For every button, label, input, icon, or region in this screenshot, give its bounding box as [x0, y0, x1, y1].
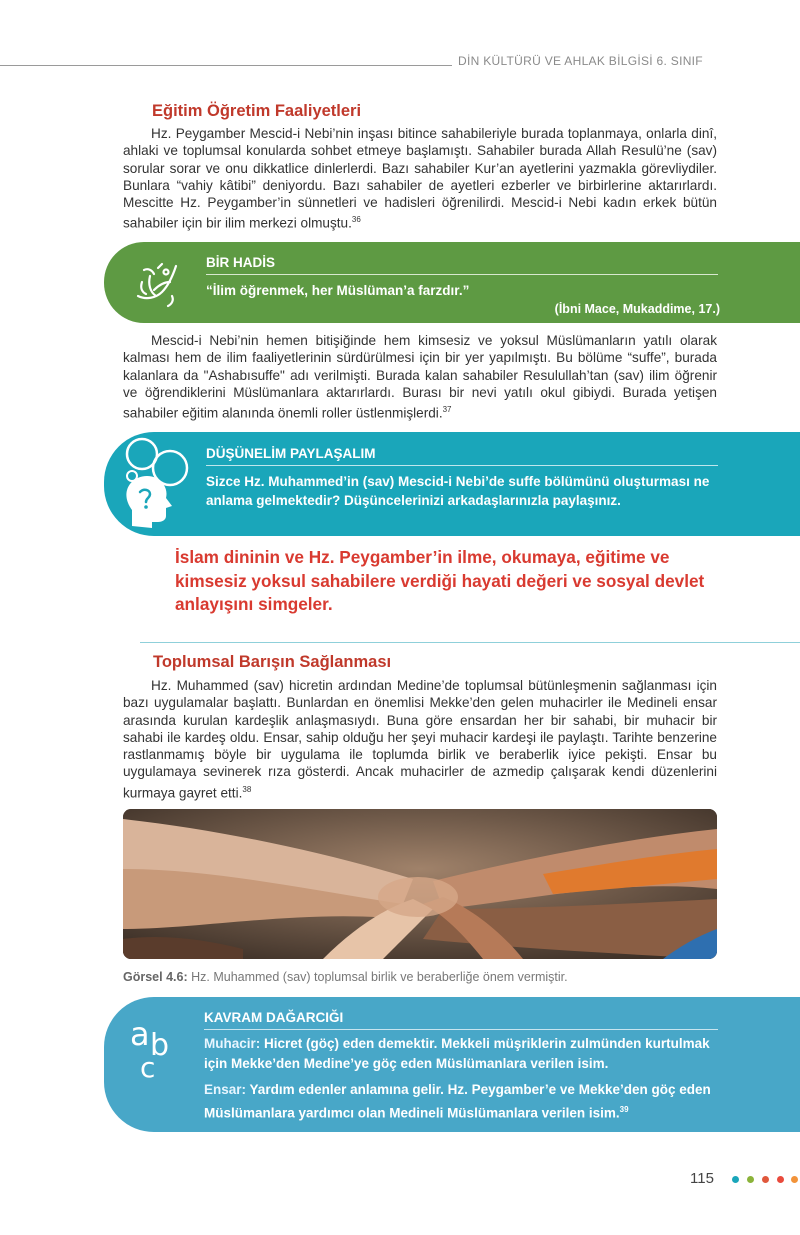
decor-dot [777, 1176, 784, 1183]
glossary-item-muhacir: Muhacir: Hicret (göç) eden demektir. Mekkeli müşriklerin zulmünden kurtulmak için Mekke’den Medine’ye göç eden Müslümanlara verilen isim. [204, 1036, 710, 1071]
decor-dot [747, 1176, 754, 1183]
footnote-ref: 36 [351, 215, 361, 225]
hadis-box [104, 242, 800, 323]
header-rule [0, 65, 452, 66]
decor-dot [762, 1176, 769, 1183]
decor-dot [791, 1176, 798, 1183]
discussion-box [104, 432, 800, 536]
decor-dot [732, 1176, 739, 1183]
paragraph: Hz. Peygamber Mescid-i Nebi’nin inşası bitince sahabileriyle burada toplanmaya, onlarla dinî, ahlaki ve toplumsal konularda sohbet etmeye başlamıştı. Sahabiler burada Allah Resulü’ne (sav) sorular sorar ve onu dikkatlice dinlerlerdi. Bazı sahabiler Kur’an ayetlerini yazmakla görevliydiler. Bunlara “vahiy kâtibi” deniyordu. Bazı sahabiler de ayetleri ezberler ve birbirlerine aktarırlardı. Mescitte Hz. Peygamber’in sünnetleri ve hadisleri öğrenilirdi. Mescid-i Nebi kadın erkek bütün sahabiler için bir ilim merkezi olmuştu.$^{36}$ [123, 126, 717, 232]
highlight-quote: İslam dininin ve Hz. Peygamber’in ilme, okumaya, eğitime ve kimsesiz yoksul sahabilere verdiği hayati değeri ve sosyal devlet anlayışını simgeler. [175, 547, 705, 614]
hands-illustration [123, 809, 717, 959]
hands-together-photo [123, 809, 717, 959]
hadis-source: (İbni Mace, Mukaddime, 17.) [554, 302, 720, 316]
glossary-item-ensar: Ensar: Yardım edenler anlamına gelir. Hz. Peygamber’e ve Mekke’den göç eden Müslümanlara yardımcı olan Medineli Müslümanlara verilen isim.$^{39}$ [204, 1082, 711, 1120]
running-title: DİN KÜLTÜRÜ VE AHLAK BİLGİSİ 6. SINIF [458, 54, 703, 68]
hadis-quote: “İlim öğrenmek, her Müslüman’a farzdır.” [206, 283, 470, 298]
footnote-ref: 38 [242, 784, 252, 794]
paragraph: Hz. Muhammed (sav) hicretin ardından Medine’de toplumsal bütünleşmenin sağlanması için bazı uygulamalar başlattı. Bunlardan en önemlisi Mekke’den gelen muhacirler ile Medineli ensar arasında kurulan kardeşlik anlaşmasıydı. Buna göre ensardan her bir sahabi, bir muhacir bir sahabi ile kardeş oldu. Ensar, sahip olduğu her şeyi muhacir kardeşi ile paylaştı. Tarihte benzerine rastlanmamış böyle bir uygulama ile toplumda birlik ve beraberlik iyice pekişti. Ensar bu uygulamaya sevinerek rıza gösterdi. Ancak muhacirler de azmedip çalışarak kendi düzenlerini kurmaya gayret etti.$^{38}$ [123, 678, 717, 801]
section-title: Eğitim Öğretim Faaliyetleri [152, 102, 362, 120]
svg-text:a: a [130, 1015, 150, 1053]
paragraph: Mescid-i Nebi’nin hemen bitişiğinde hem kimsesiz ve yoksul Müslümanların yatılı olarak kalması hem de ilim faaliyetlerinin sürdürülmesi için bir yer yapılmıştı. Bu bölüme “suffe”, burada kalanlara da "Ashabısuffe" adı verilmişti. Burada kalan sahabiler Resulullah’tan (sav) ilim öğrenir ve öğrendiklerini Müslümanlara aktarırlardı. Burası bir nevi yatılı okul gibiydi. Burada yetişen sahabiler eğitim alanında önemli roller üstlenmişlerdi.$^{37}$ [123, 333, 717, 421]
hadis-title: BİR HADİS [206, 255, 276, 270]
svg-text:c: c [140, 1051, 156, 1079]
divider [206, 465, 718, 466]
section-title: Toplumsal Barışın Sağlanması [153, 653, 392, 671]
discussion-title: DÜŞÜNELİM PAYLAŞALIM [206, 446, 376, 461]
footnote-ref: 37 [442, 405, 452, 415]
figure-caption: Görsel 4.6: Hz. Muhammed (sav) toplumsal birlik ve beraberliğe önem vermiştir. [123, 970, 568, 984]
page-number: 115 [690, 1170, 714, 1187]
divider [206, 274, 718, 275]
glossary-box [104, 997, 800, 1132]
thinking-head-icon [122, 436, 198, 532]
muhammad-calligraphy-icon [128, 252, 188, 312]
divider [204, 1029, 718, 1030]
discussion-text: Sizce Hz. Muhammed’in (sav) Mescid-i Nebi’de suffe bölümünü oluşturması ne anlama gelmektedir? Düşüncelerinizi arkadaşlarınızla paylaşınız. [206, 474, 710, 508]
abc-icon [128, 1015, 184, 1079]
footnote-ref: 39 [619, 1104, 629, 1114]
svg-text:b: b [150, 1028, 170, 1063]
glossary-title: KAVRAM DAĞARCIĞI [204, 1010, 344, 1025]
section-divider [140, 642, 800, 643]
